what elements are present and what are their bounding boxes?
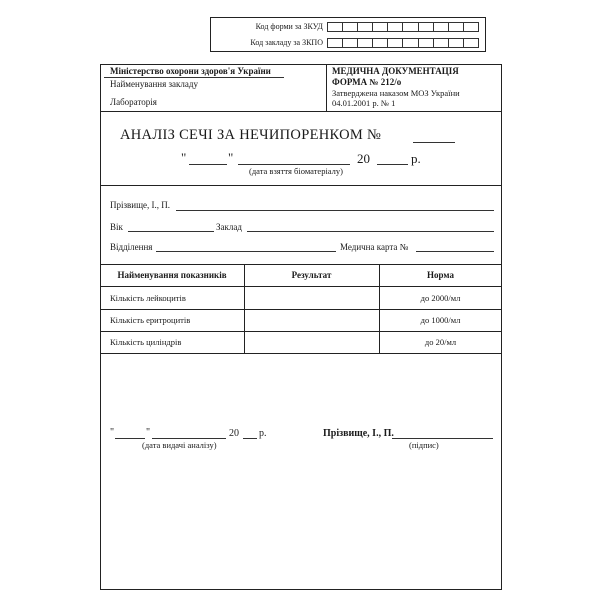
row-indicator: Кількість еритроцитів (110, 315, 191, 325)
date-caption: (дата взяття біоматеріалу) (249, 166, 343, 176)
table-header-border (100, 286, 502, 287)
surname-line[interactable] (176, 210, 494, 211)
institution-code-cells[interactable] (327, 38, 479, 48)
date-month-line[interactable] (238, 164, 350, 165)
signer-label: Прізвище, І., П. (323, 428, 394, 439)
row-norm: до 2000/мл (420, 293, 461, 303)
header-vertical-divider (326, 64, 327, 111)
age-label: Вік (110, 222, 123, 232)
approval-date: 04.01.2001 р. № 1 (332, 98, 396, 108)
issue-year-prefix: 20 (229, 428, 239, 439)
form-code-label: Код форми за ЗКУД (255, 22, 323, 31)
header-norm: Норма (427, 270, 454, 280)
year-suffix: р. (411, 151, 421, 166)
year-prefix: 20 (357, 151, 370, 166)
institution-code-label: Код закладу за ЗКПО (250, 38, 323, 47)
issue-year-suffix: р. (259, 428, 267, 439)
form-code-box (210, 17, 486, 52)
institution-name-label: Найменування закладу (110, 79, 198, 89)
facility-line[interactable] (247, 231, 494, 232)
date-close-quote: " (228, 150, 234, 165)
doc-type: МЕДИЧНА ДОКУМЕНТАЦІЯ (332, 66, 459, 76)
issue-date-close-quote: " (146, 427, 151, 438)
approval-text: Затверджена наказом МОЗ України (332, 88, 460, 98)
header-result: Результат (291, 270, 332, 280)
surname-label: Прізвище, І., П. (110, 200, 171, 210)
age-line[interactable] (128, 231, 214, 232)
issue-date-open-quote: " (110, 427, 115, 438)
row-norm: до 20/мл (424, 337, 457, 347)
issue-date-caption: (дата видачі аналізу) (142, 440, 217, 450)
department-line[interactable] (156, 251, 336, 252)
table-top-border (100, 264, 502, 265)
analysis-number-line[interactable] (413, 142, 455, 143)
table-bottom-border (100, 353, 502, 354)
issue-day-line[interactable] (115, 438, 145, 439)
issue-month-line[interactable] (152, 438, 226, 439)
ministry-name: Міністерство охорони здоров'я України (110, 66, 271, 76)
facility-label: Заклад (216, 222, 242, 232)
department-label: Відділення (110, 242, 153, 252)
medical-card-line[interactable] (416, 251, 494, 252)
issue-year-line[interactable] (243, 438, 257, 439)
date-open-quote: " (181, 150, 187, 165)
signature-line[interactable] (392, 438, 493, 439)
form-number: ФОРМА № 212/о (332, 77, 402, 87)
row-norm: до 1000/мл (420, 315, 461, 325)
form-title: АНАЛІЗ СЕЧІ ЗА НЕЧИПОРЕНКОМ № (120, 127, 382, 143)
signature-caption: (підпис) (409, 440, 439, 450)
title-divider (100, 185, 502, 186)
form-code-cells[interactable] (327, 22, 479, 32)
laboratory-label: Лабораторія (110, 97, 157, 107)
row-indicator: Кількість циліндрів (110, 337, 182, 347)
date-day-line[interactable] (189, 164, 227, 165)
header-divider (100, 111, 502, 112)
row-indicator: Кількість лейкоцитів (110, 293, 186, 303)
medical-card-label: Медична карта № (340, 242, 409, 252)
date-year-line[interactable] (377, 164, 408, 165)
header-indicator: Найменування показників (117, 270, 227, 280)
